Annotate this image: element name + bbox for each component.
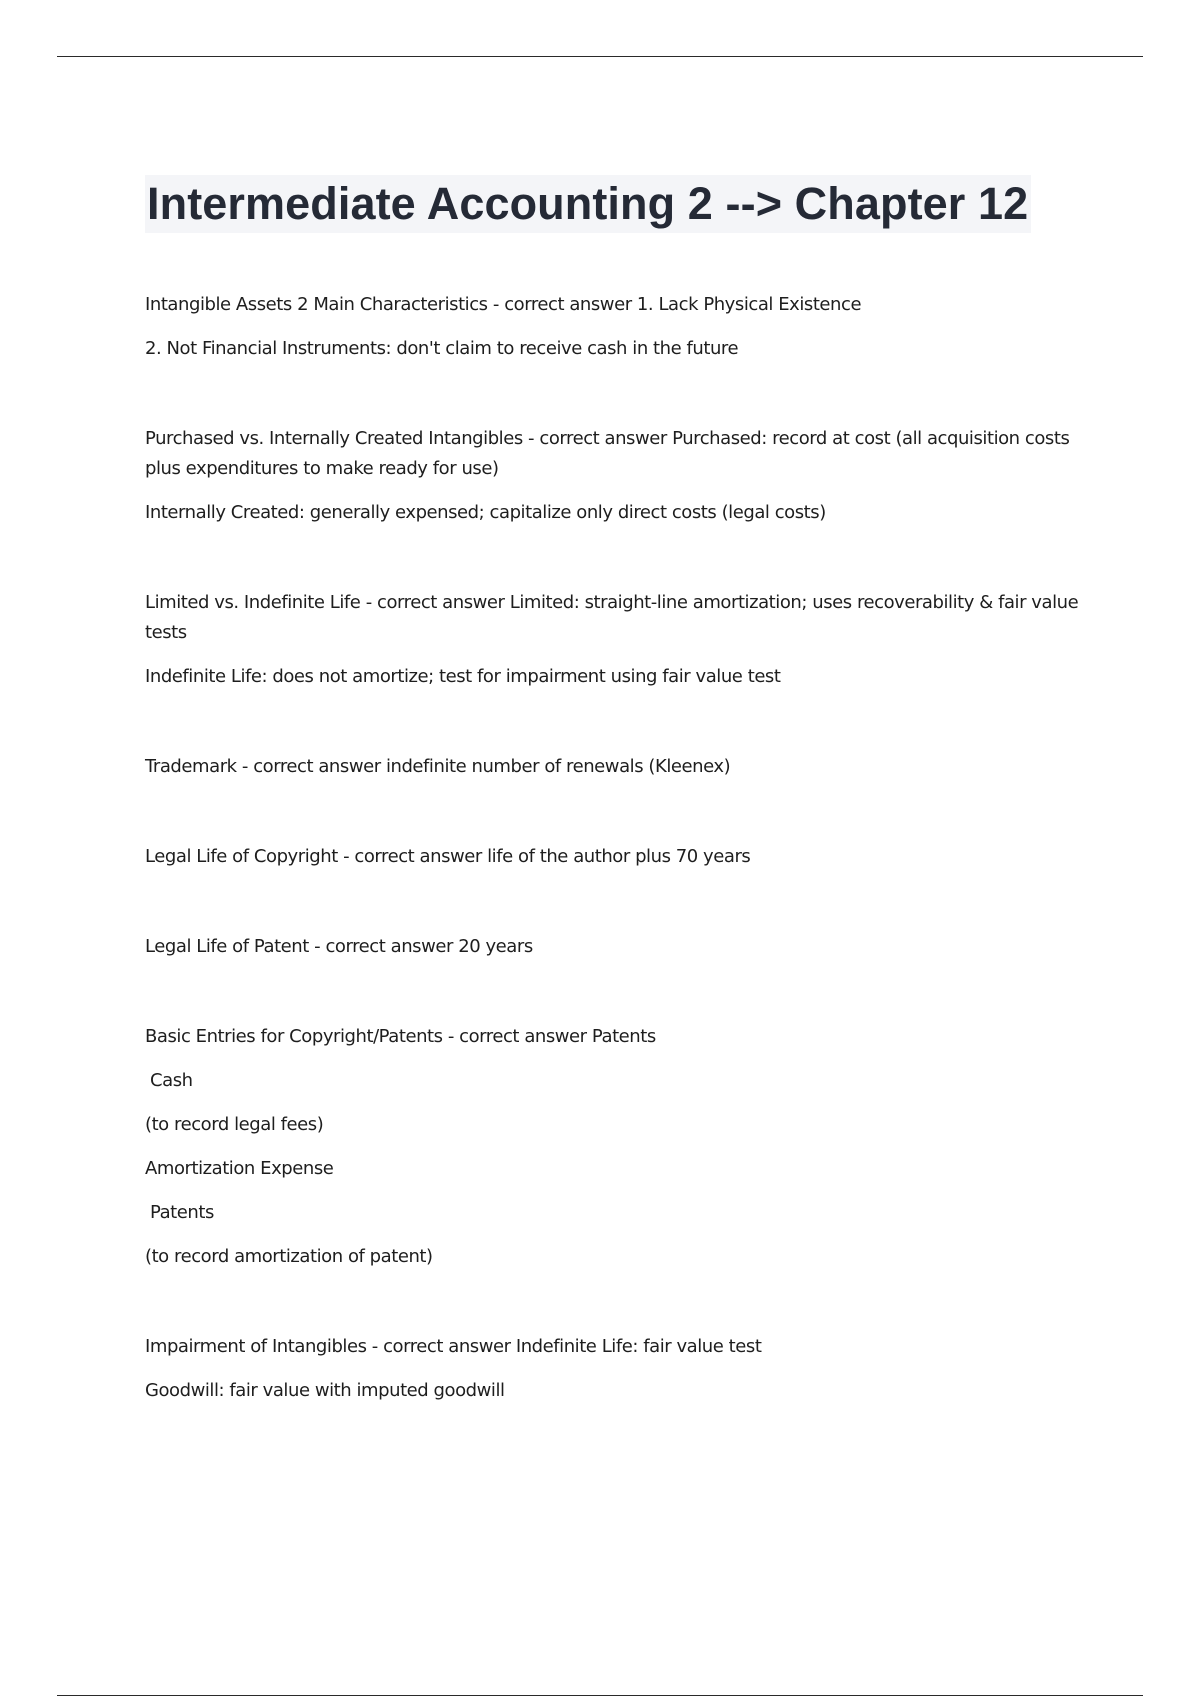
document-body [145, 290, 1085, 1466]
qa-item [145, 842, 1085, 872]
qa-question: Purchased vs. Internally Created Intangibles - correct answer Purchased: record at cost (all acquisition costs plus expenditures to make ready for use) [145, 428, 1070, 479]
qa-item [145, 588, 1085, 692]
qa-item [145, 1332, 1085, 1406]
bottom-rule [57, 1695, 1143, 1696]
qa-question: Trademark - correct answer indefinite number of renewals (Kleenex) [145, 756, 731, 777]
qa-question: Impairment of Intangibles - correct answer Indefinite Life: fair value test [145, 1336, 762, 1357]
qa-item [145, 1022, 1085, 1272]
qa-question: Limited vs. Indefinite Life - correct answer Limited: straight-line amortization; uses recoverability & fair value tests [145, 592, 1079, 643]
qa-answer-line: (to record amortization of patent) [145, 1246, 433, 1267]
qa-question: Intangible Assets 2 Main Characteristics - correct answer 1. Lack Physical Existence [145, 294, 862, 315]
qa-answer-line: (to record legal fees) [145, 1114, 324, 1135]
qa-answer-line: Cash [150, 1070, 193, 1091]
qa-answer-line: 2. Not Financial Instruments: don't claim to receive cash in the future [145, 338, 739, 359]
qa-question: Legal Life of Patent - correct answer 20 years [145, 936, 533, 957]
qa-answer-line: Indefinite Life: does not amortize; test for impairment using fair value test [145, 666, 781, 687]
qa-answer-line: Internally Created: generally expensed; capitalize only direct costs (legal costs) [145, 502, 826, 523]
document-title: Intermediate Accounting 2 --> Chapter 12 [145, 175, 1031, 233]
qa-item [145, 424, 1085, 528]
qa-item [145, 290, 1085, 364]
top-rule [57, 56, 1143, 57]
qa-question: Legal Life of Copyright - correct answer life of the author plus 70 years [145, 846, 751, 867]
qa-answer-line: Patents [150, 1202, 214, 1223]
qa-answer-line: Amortization Expense [145, 1158, 334, 1179]
qa-item [145, 752, 1085, 782]
qa-answer-line: Goodwill: fair value with imputed goodwill [145, 1380, 505, 1401]
qa-question: Basic Entries for Copyright/Patents - correct answer Patents [145, 1026, 656, 1047]
qa-item [145, 932, 1085, 962]
